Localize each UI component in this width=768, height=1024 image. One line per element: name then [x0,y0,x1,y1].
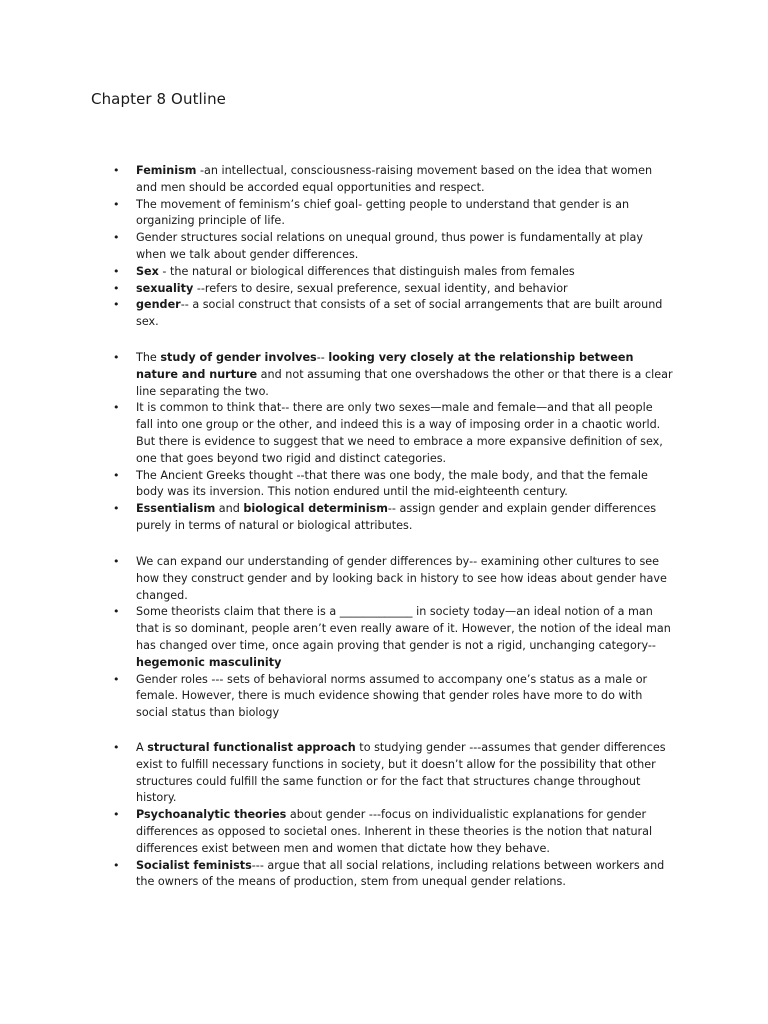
bullet-icon: • [113,401,120,415]
bullet-icon: • [113,351,120,364]
outline-item [113,604,673,671]
item-text: and not assuming that one overshadows the other or that there is a clear line separating the two. [136,367,673,398]
item-text: The Ancient Greeks thought --that there was one body, the male body, and that the female body was its inversion. This notion endured until the mid-eighteenth century. [136,468,648,499]
outline-item [113,197,673,231]
item-text: --refers to desire, sexual preference, sexual identity, and behavior [193,281,568,295]
bold-term: Socialist feminists [136,858,252,872]
outline-section-4 [113,740,673,891]
outline-section-2 [113,350,673,535]
outline-item [113,163,673,197]
item-text: -- assign gender and explain gender differences purely in terms of natural or biological attributes. [136,502,657,532]
bullet-icon: • [113,231,120,245]
outline-item [113,264,673,281]
outline-item [113,807,673,857]
item-text: about gender ---focus on individualistic explanations for gender differences as opposed to societal ones. Inherent in these theories is the notion that natural differences exist between men and women that dictate how they behave. [136,808,653,855]
outline-item [113,554,673,604]
bold-term: structural functionalist approach [147,741,356,754]
item-text: We can expand our understanding of gender differences by-- examining other cultures to see how they construct gender and by looking back in history to see how ideas about gender have changed. [136,555,667,602]
item-text: It is common to think that-- there are only two sexes—male and female—and that all people fall into one group or the other, and indeed this is a way of imposing order in a chaotic world. But there is evidence to suggest that we need to embrace a more expansive definition of sex, one that goes beyond two rigid and distinct categories. [136,401,663,465]
bullet-icon: • [113,197,120,211]
outline-item [113,281,673,298]
bullet-icon: • [113,298,120,312]
outline-item [113,858,673,892]
bold-term: Psychoanalytic theories [136,808,287,822]
bold-term: Feminism [136,164,197,177]
bullet-icon: • [113,502,120,516]
bullet-icon: • [113,808,120,822]
bullet-icon: • [113,264,120,278]
outline-item [113,468,673,502]
bullet-icon: • [113,555,120,568]
bold-term: study of gender involves [160,351,317,364]
outline-section-3 [113,554,673,722]
outline-item [113,230,673,264]
item-text: -- [316,351,329,364]
item-text: Gender roles --- sets of behavioral norms assumed to accompany one’s status as a male or female. However, there is much evidence showing that gender roles have more to do with social status than biology [136,672,648,720]
bullet-icon: • [113,741,120,754]
item-text: and [215,502,244,516]
bullet-icon: • [113,281,120,295]
bold-term: gender [136,298,181,312]
item-text: A [136,741,148,754]
outline-section-1 [113,163,673,331]
bold-term: biological determinism [243,502,388,516]
bold-term: looking very closely at the relationship between nature and nurture [136,351,634,381]
page-title: Chapter 8 Outline [91,90,227,108]
bold-term: sexuality [136,281,194,295]
item-text: Some theorists claim that there is a _____________ in society today—an ideal notion of a man that is so dominant, people aren’t even really aware of it. However, the notion of the ideal man has changed over time, once again proving that gender is not a rigid, unchanging category-- [136,605,671,652]
item-text: The movement of feminism’s chief goal- getting people to understand that gender is an organizing principle of life. [136,197,630,228]
bullet-icon: • [113,605,120,619]
outline-item [113,501,673,535]
bold-term: hegemonic masculinity [136,655,282,669]
outline-item [113,400,673,467]
outline-item [113,740,673,807]
bullet-icon: • [113,672,120,686]
item-text: The [136,351,161,364]
item-text: - the natural or biological differences that distinguish males from females [158,264,575,278]
item-text: to studying gender ---assumes that gender differences exist to fulfill necessary functions in society, but it doesn’t allow for the possibility that other structures could fulfill the same function or for the fact that structures change throughout history. [136,741,666,805]
item-text: Gender structures social relations on unequal ground, thus power is fundamentally at play when we talk about gender differences. [136,231,644,261]
bold-term: Sex [136,264,159,278]
bold-term: Essentialism [136,502,216,516]
outline-item [113,297,673,331]
item-text: --- argue that all social relations, including relations between workers and the owners of the means of production, stem from unequal gender relations. [136,858,665,889]
item-text: -- a social construct that consists of a set of social arrangements that are built around sex. [136,298,663,329]
bullet-icon: • [113,858,120,872]
outline-item [113,672,673,722]
bullet-icon: • [113,164,120,177]
outline-item [113,350,673,400]
bullet-icon: • [113,468,120,482]
item-text: -an intellectual, consciousness-raising movement based on the idea that women and men should be accorded equal opportunities and respect. [136,164,653,194]
